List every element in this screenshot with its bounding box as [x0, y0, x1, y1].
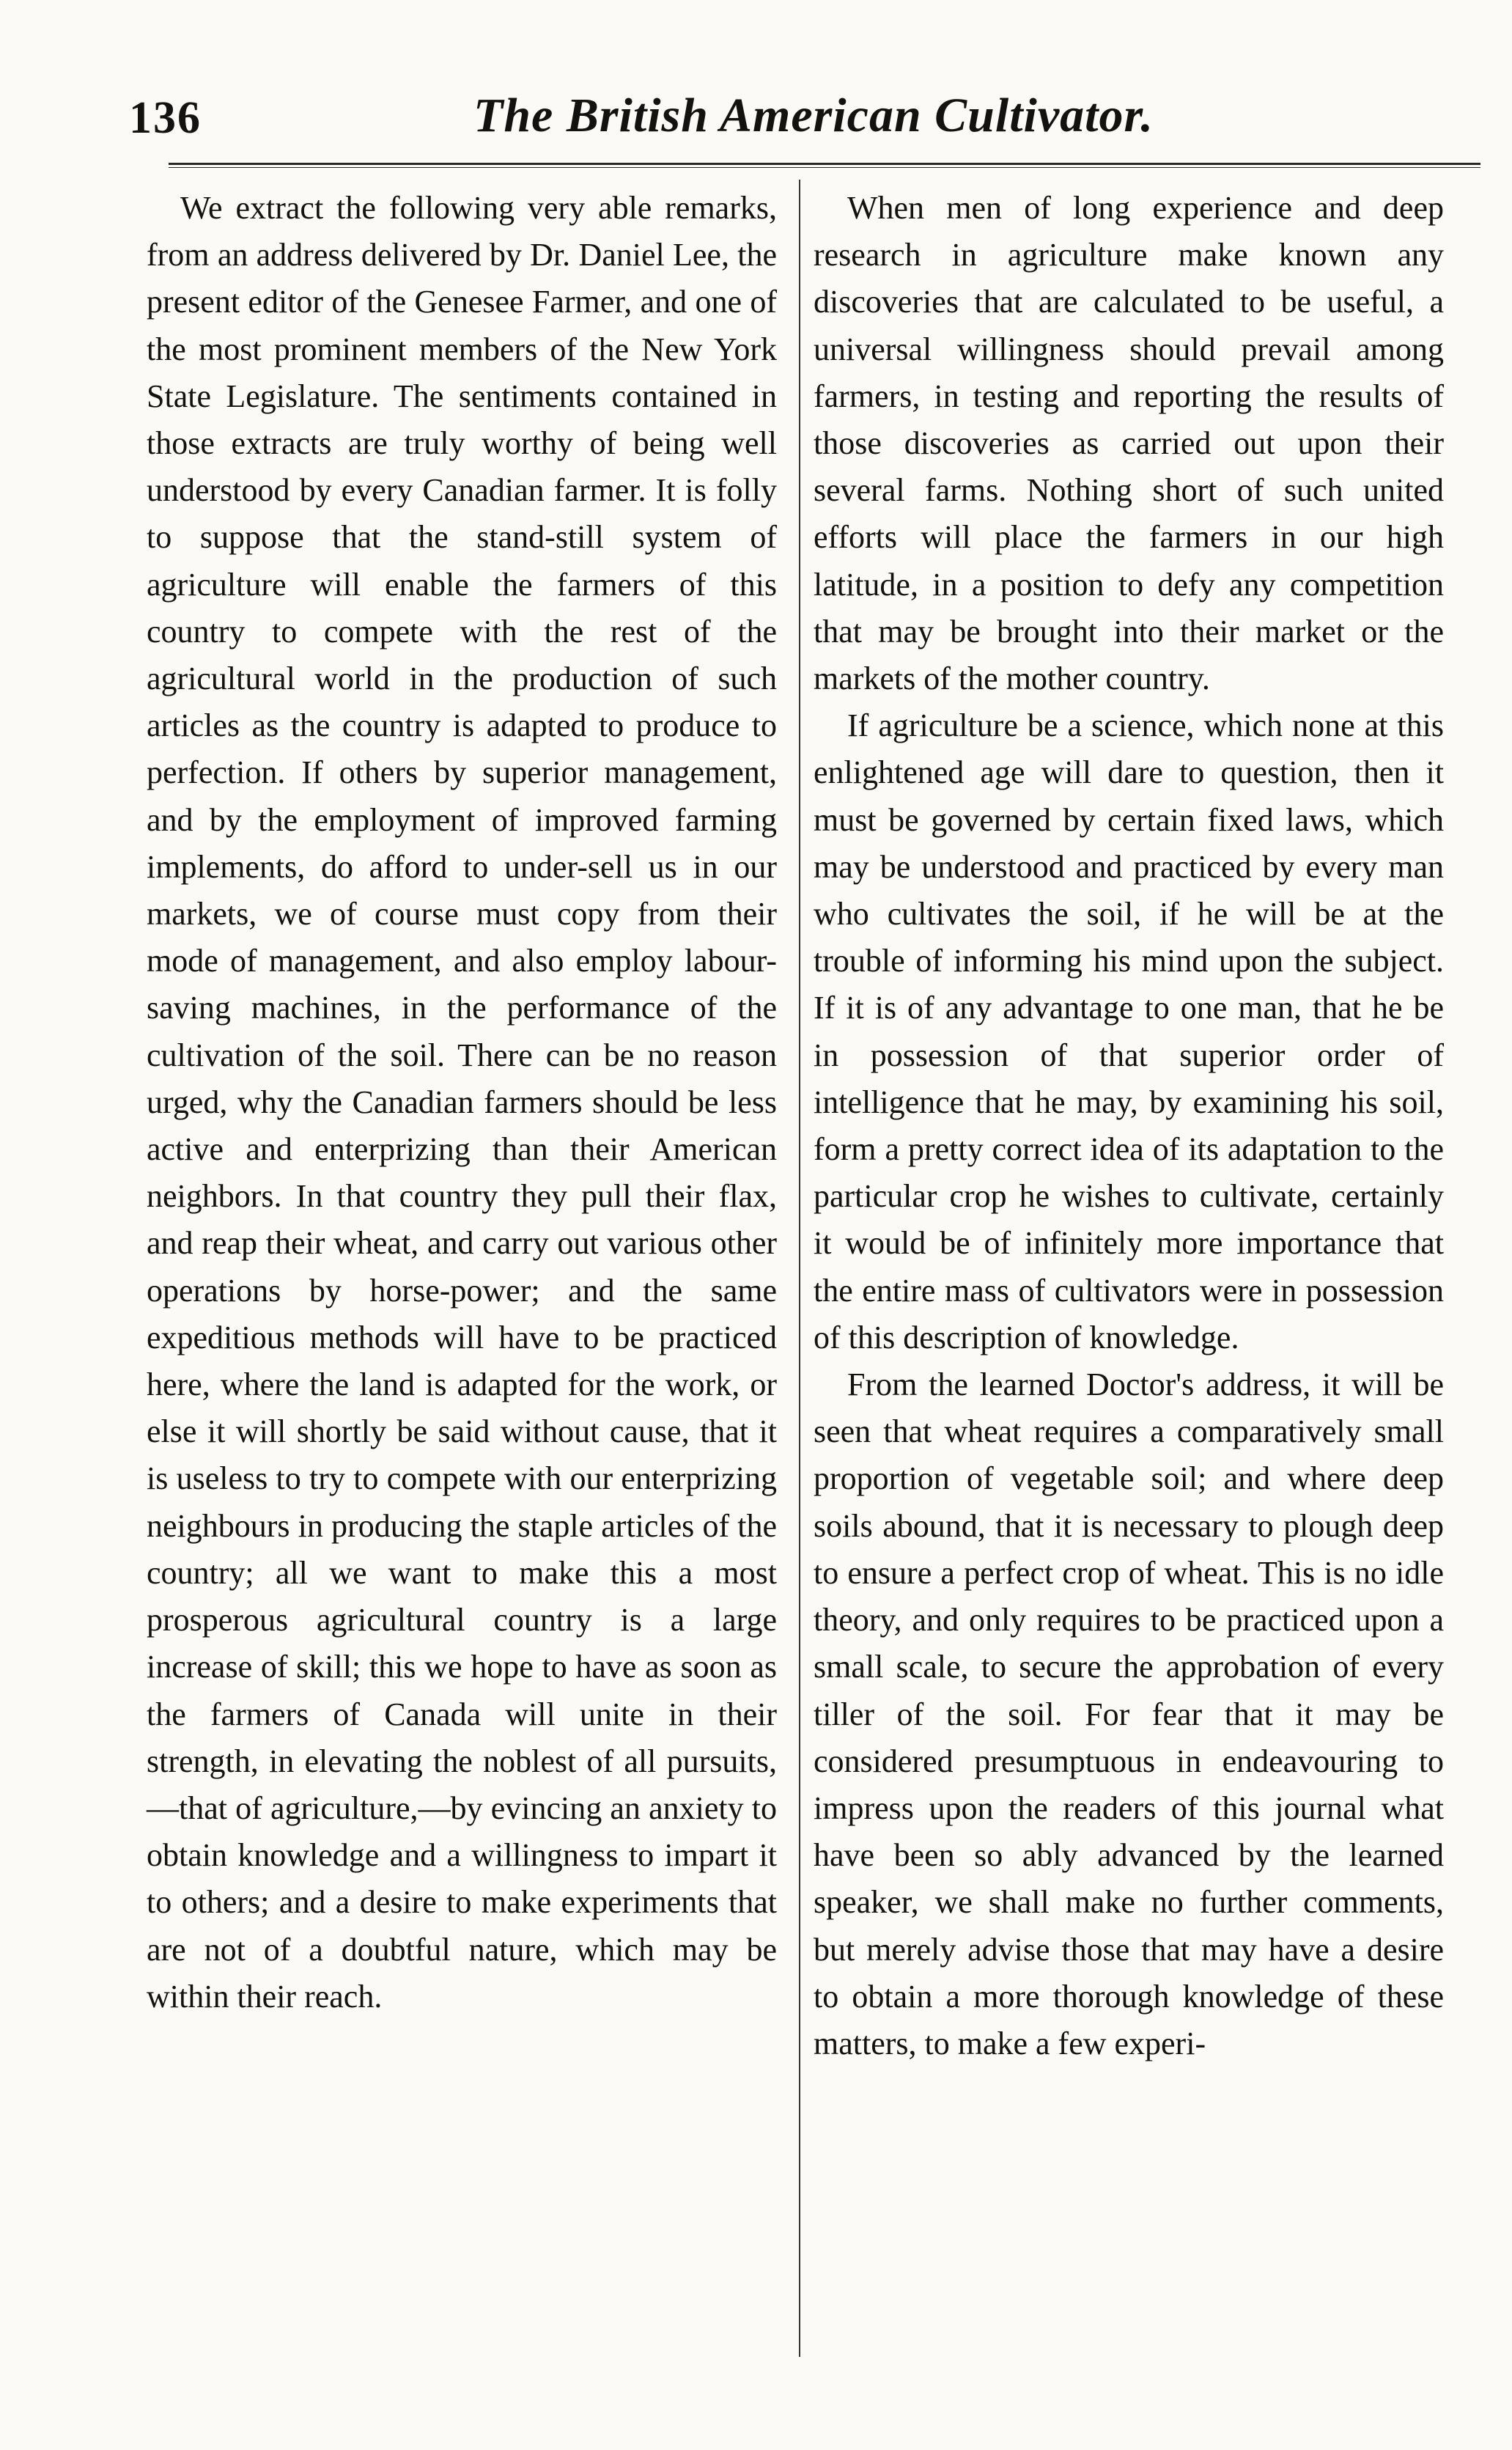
- article-paragraph: From the learned Doctor's address, it will be seen that wheat requires a comparatively small proportion of vegetable soil; and where deep soils abound, that it is necessary to plough deep to ensure a perfect crop of wheat. This is no idle theory, and only requires to be practiced upon a small scale, to secure the approbation of every tiller of the soil. For fear that it may be considered presumptuous in endeavouring to impress upon the readers of this journal what have been so ably advanced by the learned speaker, we shall make no further comments, but merely advise those that may have a desire to obtain a more thorough knowledge of these matters, to make a few experi-: [814, 1366, 1444, 2061]
- page-number: 136: [129, 93, 202, 143]
- article-paragraph: If agriculture be a science, which none at this enlightened age will dare to question, then it must be governed by certain fixed laws, which may be understood and practiced by every man who cultivates the soil, if he will be at the trouble of informing his mind upon the subject. If it is of any advantage to one man, that he be in possession of that superior order of intelligence that he may, by examining his soil, form a pretty correct idea of its adaptation to the particular crop he wishes to cultivate, certainly it would be of infinitely more importance that the entire mass of cultivators were in possession of this description of knowledge.: [814, 707, 1444, 1355]
- left-column: [147, 185, 777, 2020]
- running-title: The British American Cultivator.: [473, 89, 1154, 142]
- header-rule: [169, 163, 1480, 168]
- article-paragraph: We extract the following very able remarks, from an address delivered by Dr. Daniel Lee, the present editor of the Genesee Farmer, and one of the most prominent members of the New York State Legislature. The sentiments contained in those extracts are truly worthy of being well understood by every Canadian farmer. It is folly to suppose that the stand-still system of agriculture will enable the farmers of this country to compete with the rest of the agricultural world in the production of such articles as the country is adapted to produce to perfection. If others by superior management, and by the employment of improved farming implements, do afford to under-sell us in our markets, we of course must copy from their mode of management, and also employ labour-saving machines, in the performance of the cultivation of the soil. There can be no reason urged, why the Canadian farmers should be less active and enterprizing than their American neighbors. In that country they pull their flax, and reap their wheat, and carry out various other operations by horse-power; and the same expeditious methods will have to be practiced here, where the land is adapted for the work, or else it will shortly be said without cause, that it is useless to try to compete with our enterprizing neighbours in producing the staple articles of the country; all we want to make this a most prosperous agricultural country is a large increase of skill; this we hope to have as soon as the farmers of Canada will unite in their strength, in elevating the noblest of all pursuits,—that of agriculture,—by evincing an anxiety to obtain knowledge and a willingness to impart it to others; and a desire to make experiments that are not of a doubtful nature, which may be within their reach.: [147, 190, 777, 2015]
- right-column: [814, 185, 1444, 2067]
- page-header: [129, 87, 1448, 160]
- article-paragraph: When men of long experience and deep research in agriculture make known any discoveries that are calculated to be useful, a universal willingness should prevail among farmers, in testing and reporting the results of those discoveries as carried out upon their several farms. Nothing short of such united efforts will place the farmers in our high latitude, in a position to defy any competition that may be brought into their market or the markets of the mother country.: [814, 190, 1444, 697]
- column-divider: [799, 180, 800, 2357]
